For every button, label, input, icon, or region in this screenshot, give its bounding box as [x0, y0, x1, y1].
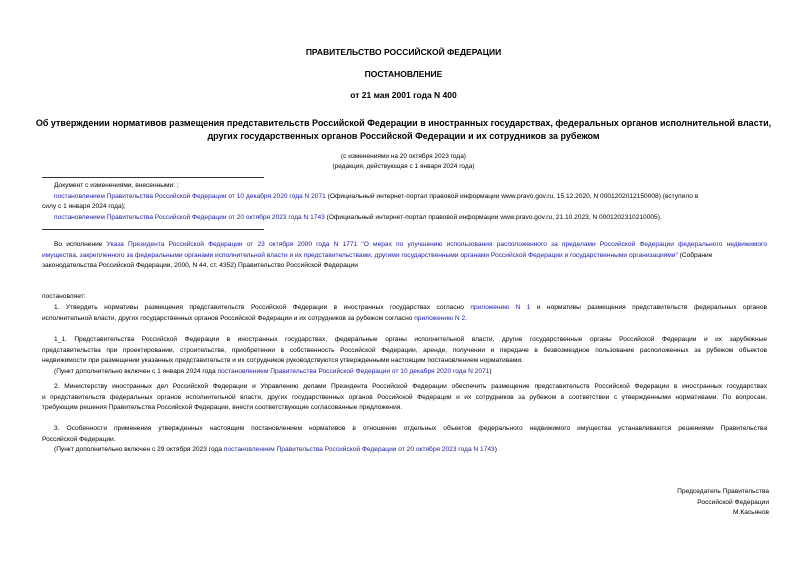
note-link-2023[interactable]: постановлением Правительства Российской Федерации от 20 октября 2023 года N 1743 — [223, 446, 495, 453]
signature-name: М.Касьянов — [733, 509, 769, 516]
preamble-line-2 — [42, 251, 767, 262]
signature-block — [677, 487, 769, 519]
paragraph-1 — [42, 303, 767, 324]
decree-link-line-1[interactable]: Указа Президента Российской Федерации от 23 октября 2000 года N 1771 "О мерах по улучшению использования расположенного за пределами Российской Федерации федерального недвижимого — [106, 241, 767, 248]
date-number-heading: от 21 мая 2001 года N 400 — [350, 90, 457, 100]
preamble-prefix: Во исполнение — [54, 241, 107, 248]
resolves-text: постановляет: — [42, 293, 86, 300]
decree-link-line-2[interactable]: имущества, закрепленного за федеральными органами исполнительной власти и их представительствами, другими государственными органами Российской Федерации и государственными организациями" — [42, 251, 678, 259]
gov-heading: ПРАВИТЕЛЬСТВО РОССИЙСКОЙ ФЕДЕРАЦИИ — [305, 47, 502, 57]
doc-type-heading: ПОСТАНОВЛЕНИЕ — [364, 69, 443, 79]
title-line-2: других государственных органов Российской Федерации и их сотрудников за рубежом — [207, 131, 600, 141]
change-2-rest: (Официальный интернет-портал правовой информации www.pravo.gov.ru, 21.10.2023, N 0001202310210005). — [324, 213, 662, 221]
signature-country: Российской Федерации — [697, 498, 769, 506]
change-1-line2: силу с 1 января 2024 года); — [42, 203, 126, 210]
change-1-rest: (Официальный интернет-портал правовой информации www.pravo.gov.ru, 15.12.2020, N 0001202012150008) (вступило в — [325, 192, 699, 200]
p3-line-1: 3. Особенности применения утвержденных настоящим постановлением нормативов в отношении отдельных объектов федерального недвижимого имущества устанавливаются решениями Правительства — [54, 425, 767, 432]
edition-note-2: (редакция, действующая с 1 января 2024 года) — [332, 163, 475, 170]
appendix-1-link[interactable]: приложению N 1 — [470, 304, 531, 311]
p3-note-prefix: (Пункт дополнительно включен с 29 октября 2023 года — [54, 446, 224, 453]
p1_1-note — [42, 367, 767, 378]
p1_1-note-suffix: ) — [489, 367, 492, 375]
document-title — [0, 117, 807, 143]
p3-note — [42, 445, 767, 456]
changes-item-2 — [42, 213, 767, 224]
p1_1-note-prefix: (Пункт дополнительно включен с 1 января 2024 года — [54, 367, 218, 375]
change-link-2020[interactable]: постановлением Правительства Российской Федерации от 10 декабря 2020 года N 2071 — [54, 192, 326, 200]
p3-line-2: Российской Федерации. — [42, 435, 116, 443]
p1-line-1 — [42, 303, 767, 314]
changes-intro: Документ с изменениями, внесенными: ; — [54, 182, 179, 189]
divider-bottom — [42, 229, 264, 230]
p1-text-b: и нормативы размещения представительств федеральных органов — [530, 304, 767, 311]
p2-line-2: и представительств федеральных органов исполнительной власти, других государственных органов Российской Федерации и их сотрудников за рубежом в соответствии с утвержденными нормативами. По вопросам, — [42, 393, 767, 401]
change-link-2023[interactable]: постановлением Правительства Российской Федерации от 20 октября 2023 года N 1743 — [54, 213, 325, 221]
preamble-line-1 — [42, 240, 767, 251]
p1_1-line-1: 1_1. Представительства Российской Федерации в иностранных государствах, федеральные органы исполнительной власти, другие государственные органы Российской Федерации и их зарубежные — [54, 336, 767, 343]
edition-note-1: (с изменениями на 20 октября 2023 года) — [341, 153, 466, 160]
p2-line-3: требующим решения Правительства Российской Федерации, внести соответствующие согласованные предложения. — [42, 404, 403, 411]
preamble-after-link: (Собрание — [677, 251, 713, 259]
note-link-2020[interactable]: постановлением Правительства Российской Федерации от 10 декабря 2020 года N 2071 — [217, 367, 490, 375]
p1-text-a: 1. Утвердить нормативы размещения представительств Российской Федерации в иностранных государствах согласно — [54, 304, 471, 311]
changes-block — [42, 181, 767, 223]
p1-text-d: . — [465, 314, 467, 322]
paragraph-3 — [42, 424, 767, 456]
title-line-1: Об утверждении нормативов размещения представительств Российской Федерации в иностранных государствах, федеральных органов исполнительной власти, — [35, 118, 772, 128]
paragraph-1-1 — [42, 335, 767, 377]
p2-line-1: 2. Министерству иностранных дел Российской Федерации и Управлению делами Президента Российской Федерации обеспечить размещение представительств Российской Федерации в иностранных государствах — [54, 383, 767, 390]
p1-line-2 — [42, 314, 767, 325]
p3-note-suffix: ) — [494, 446, 497, 453]
preamble-line-3: законодательства Российской Федерации, 2000, N 44, ст. 4352) Правительство Российской Федерации — [42, 262, 358, 269]
preamble — [42, 240, 767, 272]
appendix-2-link[interactable]: приложению N 2 — [414, 314, 466, 322]
p1-text-c: исполнительной власти, других государственных органов Российской Федерации и их сотрудников за рубежом согласно — [42, 314, 415, 322]
p1_1-line-3: недвижимости при размещении указанных представительств и их сотрудников руководствуются утвержденными настоящим постановлением нормативами. — [42, 357, 523, 364]
changes-item-1 — [42, 192, 767, 203]
signature-position: Председатель Правительства — [677, 488, 769, 495]
divider-top — [42, 177, 264, 178]
p1_1-line-2: представительства при проектировании, строительстве, приобретении в собственность Российской Федерации, аренде, получении и передаче в безвозмездное пользование расположенных за рубежом объектов — [42, 346, 767, 354]
paragraph-2 — [42, 382, 767, 414]
